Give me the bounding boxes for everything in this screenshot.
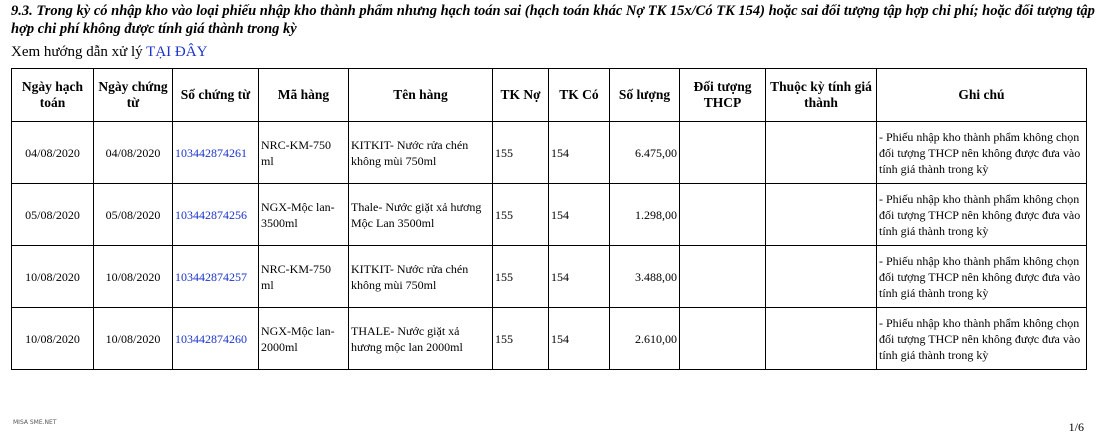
cell-tk-no: 155	[493, 308, 549, 370]
cell-ten-hang: Thale- Nước giặt xả hương Mộc Lan 3500ml	[349, 184, 493, 246]
cell-so-chung-tu-link[interactable]: 103442874261	[173, 122, 259, 184]
header-ten-hang: Tên hàng	[349, 69, 493, 122]
cell-ten-hang: KITKIT- Nước rửa chén không mùi 750ml	[349, 122, 493, 184]
cell-ghi-chu: - Phiếu nhập kho thành phẩm không chọn đối tượng THCP nên không được đưa vào tính giá thành trong kỳ	[877, 308, 1087, 370]
cell-so-chung-tu-link[interactable]: 103442874256	[173, 184, 259, 246]
cell-so-chung-tu-link[interactable]: 103442874260	[173, 308, 259, 370]
footer-brand: MISA SME.NET	[13, 419, 57, 426]
cell-ma-hang: NGX-Mộc lan-2000ml	[259, 308, 349, 370]
cell-thuoc-ky	[766, 246, 877, 308]
cell-ngay-chung-tu: 04/08/2020	[94, 122, 173, 184]
cell-so-luong: 1.298,00	[610, 184, 680, 246]
header-ma-hang: Mã hàng	[259, 69, 349, 122]
header-thuoc-ky: Thuộc kỳ tính giá thành	[766, 69, 877, 122]
guide-text: Xem hướng dẫn xử lý	[11, 44, 143, 60]
header-tk-no: TK Nợ	[493, 69, 549, 122]
page-number: 1/6	[1068, 420, 1084, 434]
cell-so-luong: 3.488,00	[610, 246, 680, 308]
cell-ngay-chung-tu: 10/08/2020	[94, 246, 173, 308]
header-so-luong: Số lượng	[610, 69, 680, 122]
cell-ngay-hach-toan: 05/08/2020	[12, 184, 94, 246]
cell-ngay-hach-toan: 10/08/2020	[12, 308, 94, 370]
cell-ngay-chung-tu: 05/08/2020	[94, 184, 173, 246]
header-ngay-hach-toan: Ngày hạch toán	[12, 69, 94, 122]
cell-ghi-chu: - Phiếu nhập kho thành phẩm không chọn đối tượng THCP nên không được đưa vào tính giá thành trong kỳ	[877, 184, 1087, 246]
header-so-chung-tu: Số chứng từ	[173, 69, 259, 122]
table-row	[12, 246, 1087, 308]
cell-thuoc-ky	[766, 122, 877, 184]
section-heading: 9.3. Trong kỳ có nhập kho vào loại phiếu nhập kho thành phẩm nhưng hạch toán sai (hạch toán khác Nợ TK 15x/Có TK 154) hoặc sai đối tượng tập hợp chi phí; hoặc đối tượng tập hợp chi phí không được tính giá thành trong kỳ	[11, 3, 1095, 37]
cell-tk-no: 155	[493, 184, 549, 246]
cell-so-chung-tu-link[interactable]: 103442874257	[173, 246, 259, 308]
cell-so-luong: 2.610,00	[610, 308, 680, 370]
cell-tk-co: 154	[549, 308, 610, 370]
cell-tk-no: 155	[493, 122, 549, 184]
cell-ngay-chung-tu: 10/08/2020	[94, 308, 173, 370]
cell-ngay-hach-toan: 10/08/2020	[12, 246, 94, 308]
cell-ma-hang: NRC-KM-750 ml	[259, 122, 349, 184]
cell-doi-tuong	[680, 246, 766, 308]
header-doi-tuong-thcp: Đối tượng THCP	[680, 69, 766, 122]
guide-link[interactable]: TẠI ĐÂY	[146, 44, 208, 60]
header-ngay-chung-tu: Ngày chứng từ	[94, 69, 173, 122]
cell-doi-tuong	[680, 184, 766, 246]
cell-ma-hang: NRC-KM-750 ml	[259, 246, 349, 308]
cell-ma-hang: NGX-Mộc lan-3500ml	[259, 184, 349, 246]
cell-thuoc-ky	[766, 308, 877, 370]
table-header-row	[12, 69, 1087, 122]
cell-tk-co: 154	[549, 184, 610, 246]
cell-doi-tuong	[680, 308, 766, 370]
cell-ten-hang: THALE- Nước giặt xả hương mộc lan 2000ml	[349, 308, 493, 370]
table-row	[12, 308, 1087, 370]
cell-tk-co: 154	[549, 246, 610, 308]
table-row	[12, 122, 1087, 184]
cell-ten-hang: KITKIT- Nước rửa chén không mùi 750ml	[349, 246, 493, 308]
cell-thuoc-ky	[766, 184, 877, 246]
cell-doi-tuong	[680, 122, 766, 184]
header-tk-co: TK Có	[549, 69, 610, 122]
table-row	[12, 184, 1087, 246]
cell-tk-co: 154	[549, 122, 610, 184]
guide-line	[11, 42, 207, 62]
cell-ghi-chu: - Phiếu nhập kho thành phẩm không chọn đối tượng THCP nên không được đưa vào tính giá thành trong kỳ	[877, 122, 1087, 184]
cell-so-luong: 6.475,00	[610, 122, 680, 184]
cell-ghi-chu: - Phiếu nhập kho thành phẩm không chọn đối tượng THCP nên không được đưa vào tính giá thành trong kỳ	[877, 246, 1087, 308]
cell-ngay-hach-toan: 04/08/2020	[12, 122, 94, 184]
cell-tk-no: 155	[493, 246, 549, 308]
error-table	[11, 68, 1087, 370]
header-ghi-chu: Ghi chú	[877, 69, 1087, 122]
